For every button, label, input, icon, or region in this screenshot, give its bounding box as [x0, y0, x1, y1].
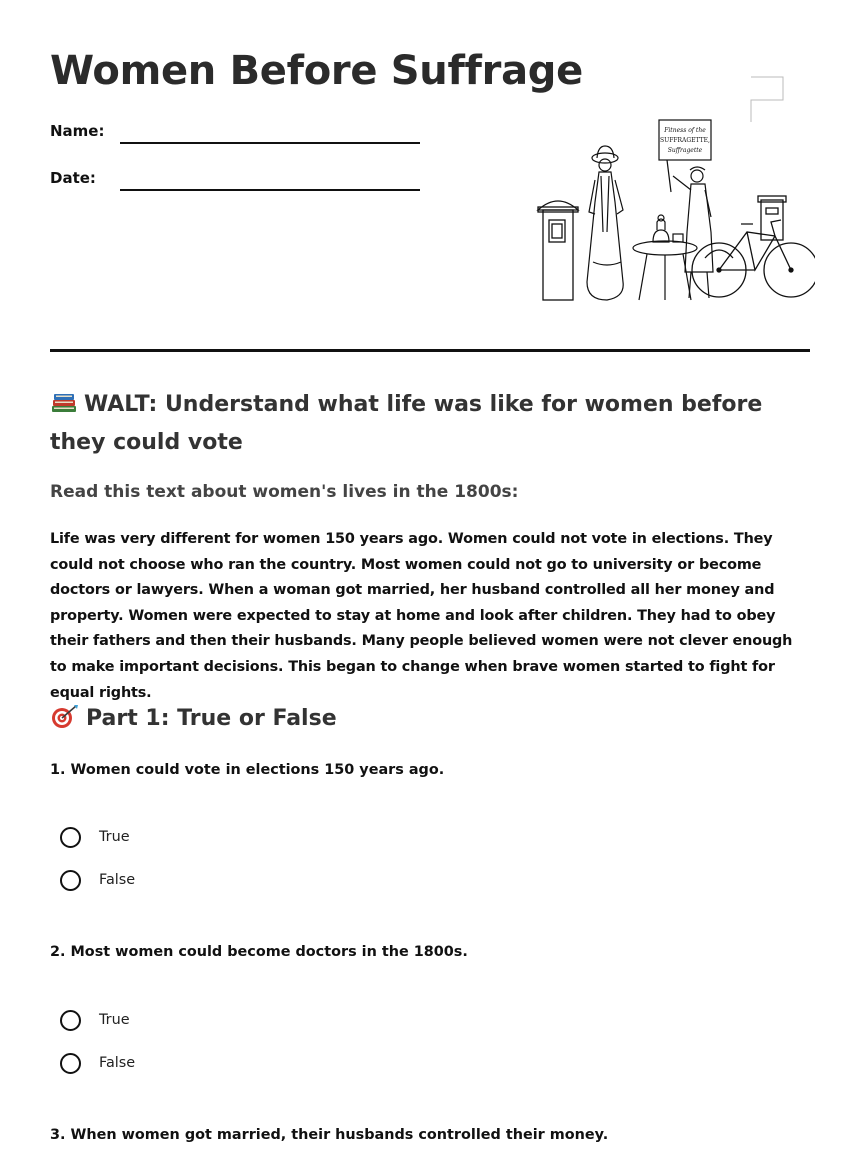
date-label: Date: — [50, 169, 96, 187]
name-field-row — [50, 120, 420, 150]
option-label: False — [99, 872, 136, 888]
page-title: Women Before Suffrage — [50, 48, 583, 94]
date-underline — [120, 189, 420, 191]
walt-text: WALT: Understand what life was like for women before they could vote — [50, 392, 763, 455]
standing-woman — [587, 146, 623, 300]
radio-circle-icon[interactable] — [60, 1010, 81, 1031]
name-underline — [120, 142, 420, 144]
question-3: 3. When women got married, their husbands controlled their money. — [50, 1127, 609, 1143]
walt-heading — [50, 386, 810, 462]
part1-heading — [50, 703, 337, 731]
option-label: True — [99, 829, 130, 845]
radio-circle-icon[interactable] — [60, 827, 81, 848]
name-input[interactable] — [120, 118, 424, 142]
books-icon — [50, 389, 78, 413]
option-label: False — [99, 1055, 136, 1071]
post-box-right — [758, 196, 786, 240]
radio-circle-icon[interactable] — [60, 1053, 81, 1074]
question-1-option-false[interactable] — [60, 870, 260, 896]
question-1: 1. Women could vote in elections 150 years ago. — [50, 762, 445, 778]
sign-line-1: Fitness of the — [664, 127, 706, 134]
reading-passage: Life was very different for women 150 years ago. Women could not vote in elections. They could not choose who ran the country. Most women could not go to university or become doctors or lawyers. When a woman got married, her husband controlled all her money and property. Women were expected to stay at home and look after children. They had to obey their fathers and then their husbands. Many people believed women were not clever enough to make important decisions. This began to change when brave women started to fight for equal rights. — [50, 531, 793, 701]
radio-circle-icon[interactable] — [60, 870, 81, 891]
post-box-left — [538, 201, 578, 300]
question-2-option-true[interactable] — [60, 1010, 260, 1036]
reading-heading: Read this text about women's lives in the 1800s: — [50, 482, 519, 502]
name-label: Name: — [50, 122, 105, 140]
section-divider — [50, 349, 810, 352]
target-icon — [50, 703, 80, 729]
question-2: 2. Most women could become doctors in the 1800s. — [50, 944, 468, 960]
suffragette-illustration-svg — [535, 72, 815, 307]
question-1-option-true[interactable] — [60, 827, 260, 853]
sign-line-3: Suffragette — [667, 147, 703, 154]
question-2-option-false[interactable] — [60, 1053, 260, 1079]
sign-line-2: SUFFRAGETTE, — [660, 137, 710, 144]
part1-heading-text: Part 1: True or False — [86, 706, 337, 731]
date-field-row — [50, 167, 420, 197]
suffragette-illustration — [535, 72, 815, 307]
date-input[interactable] — [120, 165, 424, 189]
option-label: True — [99, 1012, 130, 1028]
